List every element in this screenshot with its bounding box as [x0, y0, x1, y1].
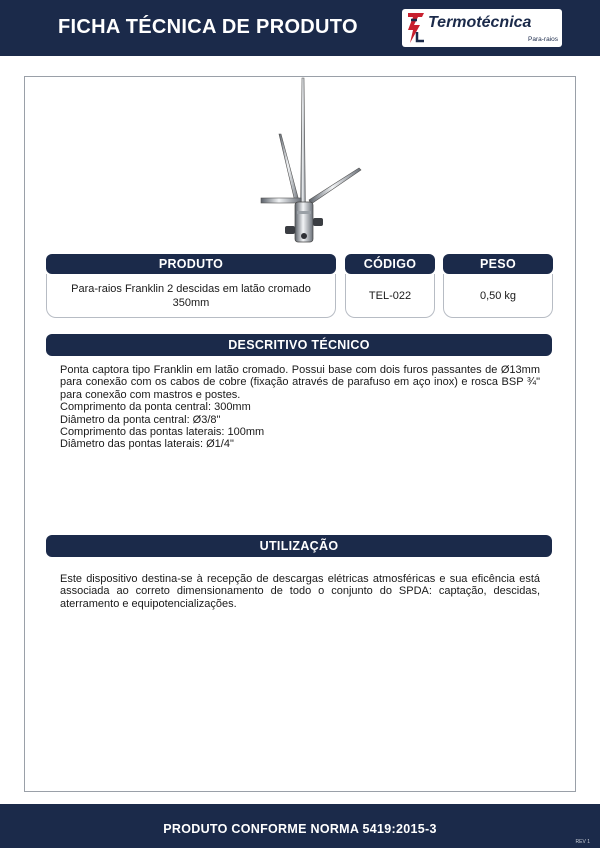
descritivo-text	[60, 364, 540, 451]
section-utilizacao-title: UTILIZAÇÃO	[46, 535, 552, 557]
cell-codigo: TEL-022	[345, 274, 435, 318]
footer-norma: PRODUTO CONFORME NORMA 5419:2015-3	[163, 822, 437, 836]
footer-bar	[0, 804, 600, 848]
header-codigo: CÓDIGO	[345, 254, 435, 274]
header-produto: PRODUTO	[46, 254, 336, 274]
brand-subtitle: Para-raios	[528, 36, 558, 43]
cell-produto: Para-raios Franklin 2 descidas em latão cromado 350mm	[46, 274, 336, 318]
product-image	[255, 76, 365, 246]
header-bar	[0, 0, 600, 56]
utilizacao-paragraph: Este dispositivo destina-se à recepção de descargas elétricas atmosféricas e sua eficência está associada ao correto dimensionamento de todo o conjunto do SPDA: captação, descidas, aterramento e equipotencializações.	[60, 573, 540, 610]
spec-line: Comprimento da ponta central: 300mm	[60, 401, 251, 414]
brand-name: Termotécnica	[428, 14, 532, 31]
header-peso: PESO	[443, 254, 553, 274]
cell-peso: 0,50 kg	[443, 274, 553, 318]
revision-label: REV 1	[575, 839, 590, 845]
section-descritivo-title: DESCRITIVO TÉCNICO	[46, 334, 552, 356]
descritivo-intro: Ponta captora tipo Franklin em latão cromado. Possui base com dois furos passantes de Ø13mm para conexão com os cabos de cobre (fixação através de parafuso em aço inox) e rosca BSP ¾" para conexão com mastros e postes.	[60, 364, 540, 401]
page-title: FICHA TÉCNICA DE PRODUTO	[58, 16, 358, 38]
brand-logo	[402, 9, 562, 47]
utilizacao-text	[60, 573, 540, 610]
lightning-logo-icon	[405, 10, 427, 46]
spec-line: Comprimento das pontas laterais: 100mm	[60, 426, 265, 439]
spec-line: Diâmetro da ponta central: Ø3/8"	[60, 413, 221, 426]
spec-line: Diâmetro das pontas laterais: Ø1/4"	[60, 438, 234, 451]
